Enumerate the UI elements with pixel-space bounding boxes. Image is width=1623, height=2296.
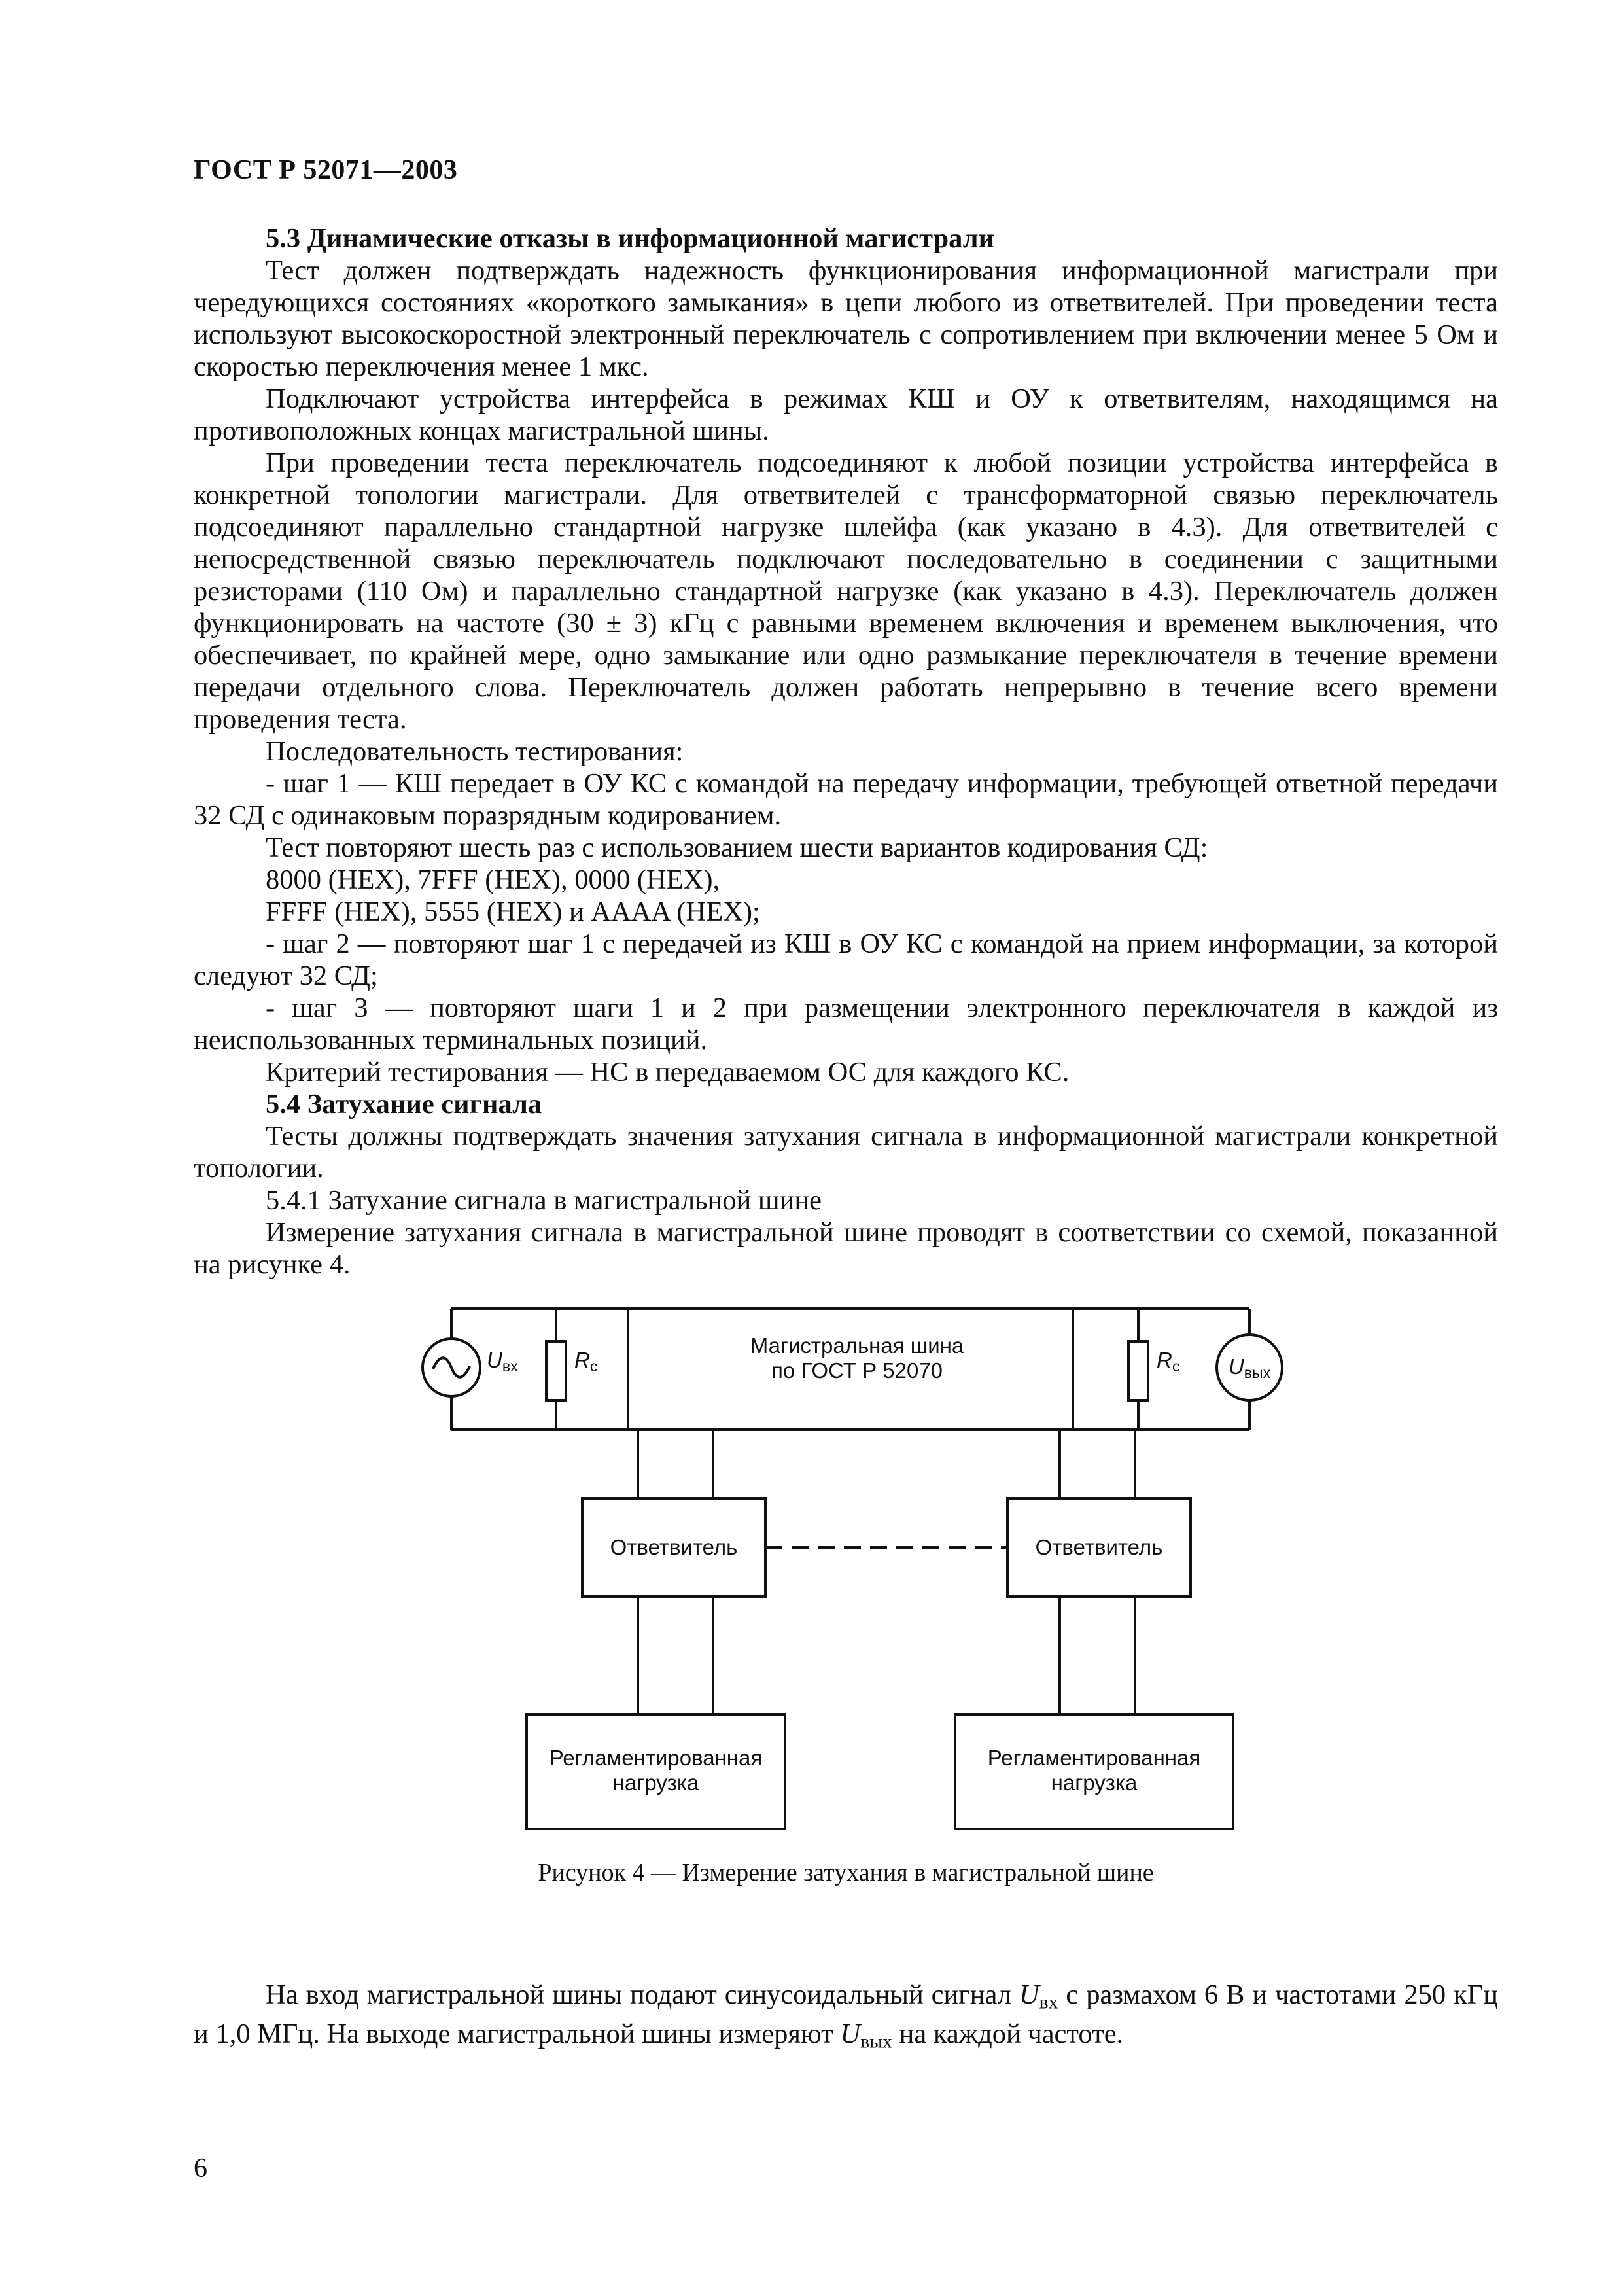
- main-text: [194, 222, 1498, 1280]
- test-criterion: Критерий тестирования — НС в передаваемом ОС для каждого КС.: [266, 1057, 1070, 1087]
- load-left-label: [527, 1746, 785, 1795]
- paragraph: При проведении теста переключатель подсоединяют к любой позиции устройства интерфейса в конкретной топологии магистрали. Для ответвителей с трансформаторной связью переключатель подсоединяют параллельно стандартной нагрузке шлейфа (как указано в 4.3). Для ответвителей с непосредственной связью переключатель подключают последовательно в соединении с защитными резисторами (110 Ом) и параллельно стандартной нагрузке (как указано в 4.3). Переключатель должен функционировать на частоте (30 ± 3) кГц с равными временем включения и временем выключения, что обеспечивает, по крайней мере, одно замыкание или одно размыкание переключателя в течение времени передачи отдельного слова. Переключатель должен работать непрерывно в течение всего времени проведения теста.: [194, 448, 1498, 735]
- circuit-diagram: [406, 1302, 1295, 1891]
- paragraph: Тест должен подтверждать надежность функционирования информационной магистрали при чередующихся состояниях «короткого замыкания» в цепи любого из ответвителей. При проведении теста используют высокоскоростной электронный переключатель с сопротивлением при включении менее 5 Ом и скоростью переключения менее 1 мкс.: [194, 255, 1498, 382]
- step-3: - шаг 3 — повторяют шаги 1 и 2 при размещении электронного переключателя в каждой из неиспользованных терминальных позиций.: [194, 993, 1498, 1055]
- load-right-line-2: нагрузка: [1051, 1771, 1138, 1795]
- resistor-right-icon: [1128, 1341, 1148, 1400]
- figure-caption: Рисунок 4 — Измерение затухания в магистральной шине: [538, 1859, 1154, 1886]
- bus-label-line-2: по ГОСТ Р 52070: [771, 1358, 943, 1383]
- load-left-line-2: нагрузка: [612, 1771, 699, 1795]
- paragraph: Тесты должны подтверждать значения затухания сигнала в информационной магистрали конкретной топологии.: [194, 1121, 1498, 1184]
- paragraph: Подключают устройства интерфейса в режимах КШ и ОУ к ответвителям, находящимся на противоположных концах магистральной шины.: [194, 383, 1498, 446]
- section-5-4-heading: 5.4 Затухание сигнала: [266, 1089, 542, 1120]
- input-voltage-label: $U_{вх}$: [487, 1348, 518, 1375]
- document-header: ГОСТ Р 52071—2003: [194, 155, 458, 185]
- code-list-line: 8000 (HEX), 7FFF (HEX), 0000 (HEX),: [266, 864, 720, 895]
- paragraph: Последовательность тестирования:: [266, 736, 684, 767]
- resistor-left-icon: [546, 1341, 566, 1400]
- paragraph: Измерение затухания сигнала в магистральной шине проводят в соответствии со схемой, показанной на рисунке 4.: [194, 1217, 1498, 1280]
- page-number: 6: [194, 2153, 207, 2183]
- load-right-line-1: Регламентированная: [987, 1746, 1201, 1770]
- output-voltage-label: $U_{вых}$: [1228, 1354, 1271, 1381]
- subsection-heading: 5.4.1 Затухание сигнала в магистральной шине: [266, 1185, 822, 1216]
- step-2: - шаг 2 — повторяют шаг 1 с передачей из КШ в ОУ КС с командой на прием информации, за которой следуют 32 СД;: [194, 928, 1498, 991]
- coupler-left-label: Ответвитель: [610, 1535, 738, 1559]
- coupler-right-label: Ответвитель: [1035, 1535, 1163, 1559]
- load-left-line-1: Регламентированная: [549, 1746, 763, 1770]
- code-list-line: FFFF (HEX), 5555 (HEX) и AAAA (HEX);: [266, 896, 760, 927]
- resistor-left-label: $R_с$: [574, 1348, 598, 1375]
- bus-label-line-1: Магистральная шина: [750, 1333, 964, 1358]
- paragraph: На вход магистральной шины подают синусоидальный сигнал $U_{вх}$ с размахом 6 В и частотами 250 кГц и 1,0 МГц. На выходе магистральной шины измеряют $U_{вых}$ на каждой частоте.: [194, 1979, 1498, 2053]
- bus-label: [720, 1333, 994, 1383]
- paragraph: Тест повторяют шесть раз с использованием шести вариантов кодирования СД:: [266, 832, 1208, 863]
- step-1: - шаг 1 — КШ передает в ОУ КС с командой на передачу информации, требующей ответной передачи 32 СД с одинаковым поразрядным кодированием.: [194, 768, 1498, 831]
- figure-4-diagram: [406, 1302, 1295, 1891]
- load-right-label: [955, 1746, 1233, 1795]
- bottom-paragraph: [194, 1979, 1498, 2058]
- section-5-3-heading: 5.3 Динамические отказы в информационной магистрали: [266, 223, 995, 254]
- resistor-right-label: $R_с$: [1157, 1348, 1180, 1375]
